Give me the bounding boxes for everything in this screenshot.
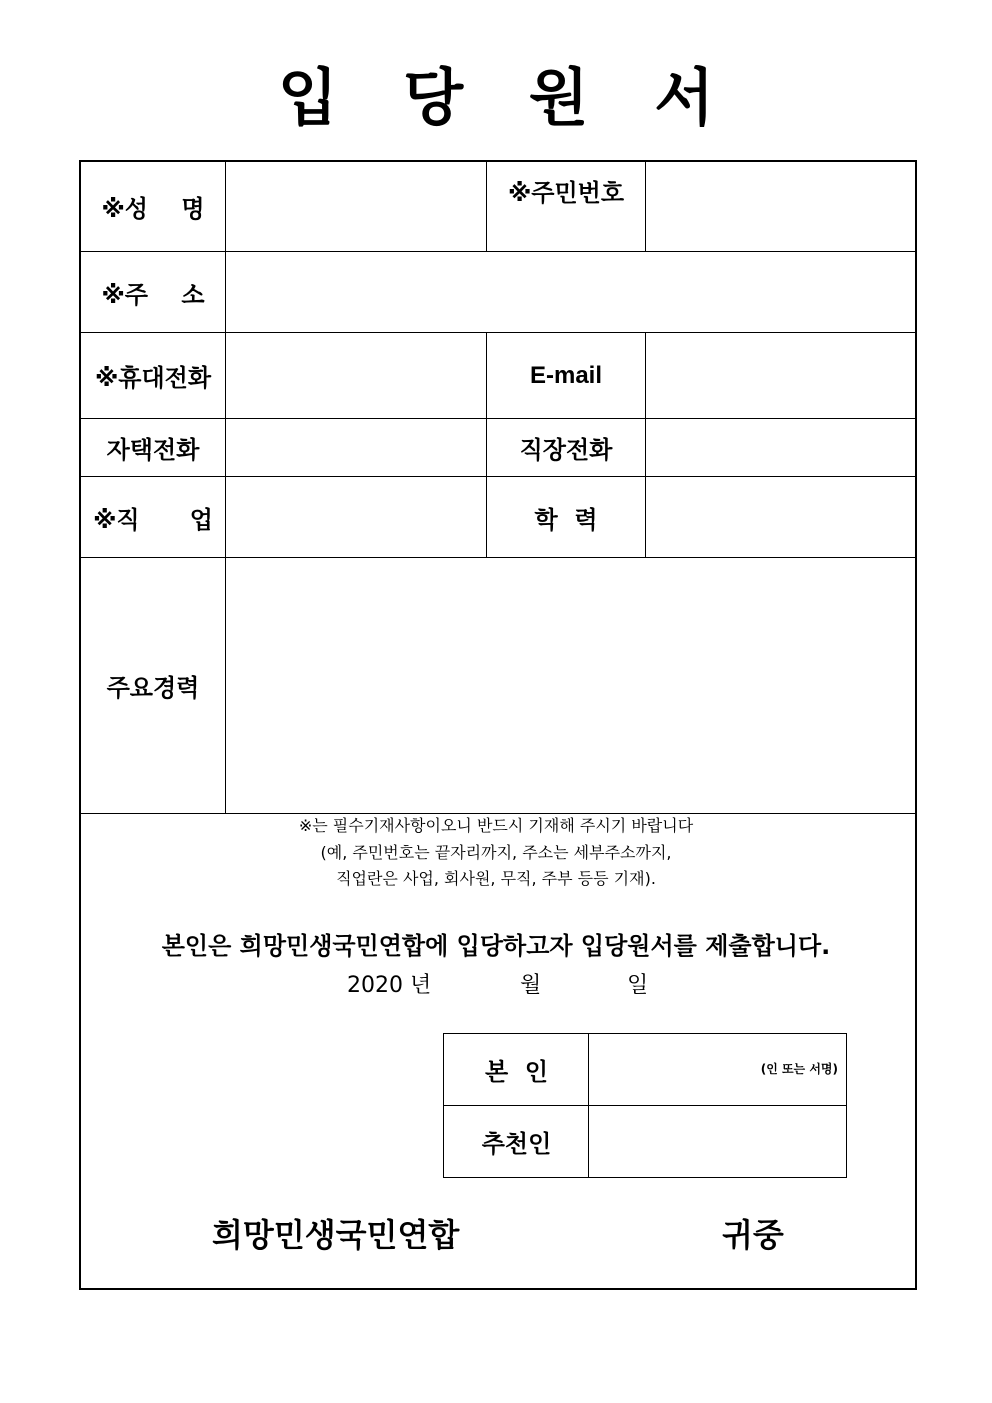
- work-phone-field[interactable]: [646, 419, 915, 476]
- mobile-phone-label: ※휴대전화: [94, 364, 212, 392]
- career-label: 주요경력: [106, 674, 200, 702]
- recommender-field[interactable]: [589, 1106, 846, 1177]
- mobile-phone-field[interactable]: [226, 333, 486, 418]
- recipient-organization: 희망민생국민연합: [212, 1216, 460, 1254]
- education-label: 학 력: [534, 505, 598, 534]
- name-label: ※성 명: [101, 194, 205, 223]
- resident-number-label: ※주민번호: [507, 179, 625, 207]
- recommender-label: 추천인: [481, 1130, 552, 1158]
- applicant-label: 본 인: [484, 1058, 549, 1086]
- form-title: 입 당 원 서: [277, 61, 737, 134]
- date-day: 일: [627, 973, 649, 998]
- career-field[interactable]: [226, 558, 915, 813]
- notice-example-line: 직업란은 사업, 회사원, 무직, 주부 등등 기재).: [336, 869, 656, 888]
- occupation-label: ※직 업: [93, 505, 213, 534]
- seal-or-signature-hint: (인 또는 서명): [760, 1062, 838, 1076]
- resident-number-field[interactable]: [646, 161, 915, 251]
- date-year: 2020 년: [347, 973, 432, 998]
- required-notice: ※는 필수기재사항이오니 반드시 기재해 주시기 바랍니다: [298, 816, 694, 835]
- education-field[interactable]: [646, 477, 915, 557]
- applicant-signature-field[interactable]: [589, 1034, 846, 1105]
- date-month: 월: [520, 973, 542, 998]
- declaration-text: 본인은 희망민생국민연합에 입당하고자 입당원서를 제출합니다.: [161, 932, 831, 960]
- home-phone-label: 자택전화: [106, 436, 200, 464]
- work-phone-label: 직장전화: [519, 436, 613, 464]
- signature-table: [443, 1033, 847, 1178]
- email-field[interactable]: [646, 333, 915, 418]
- recipient-honorific: 귀중: [722, 1216, 784, 1254]
- home-phone-field[interactable]: [226, 419, 486, 476]
- occupation-field[interactable]: [226, 477, 486, 557]
- notice-example-line: (예, 주민번호는 끝자리까지, 주소는 세부주소까지,: [320, 843, 672, 862]
- name-field[interactable]: [226, 161, 486, 251]
- address-field[interactable]: [226, 252, 915, 332]
- email-label: E-mail: [529, 361, 603, 389]
- address-label: ※주 소: [101, 280, 205, 309]
